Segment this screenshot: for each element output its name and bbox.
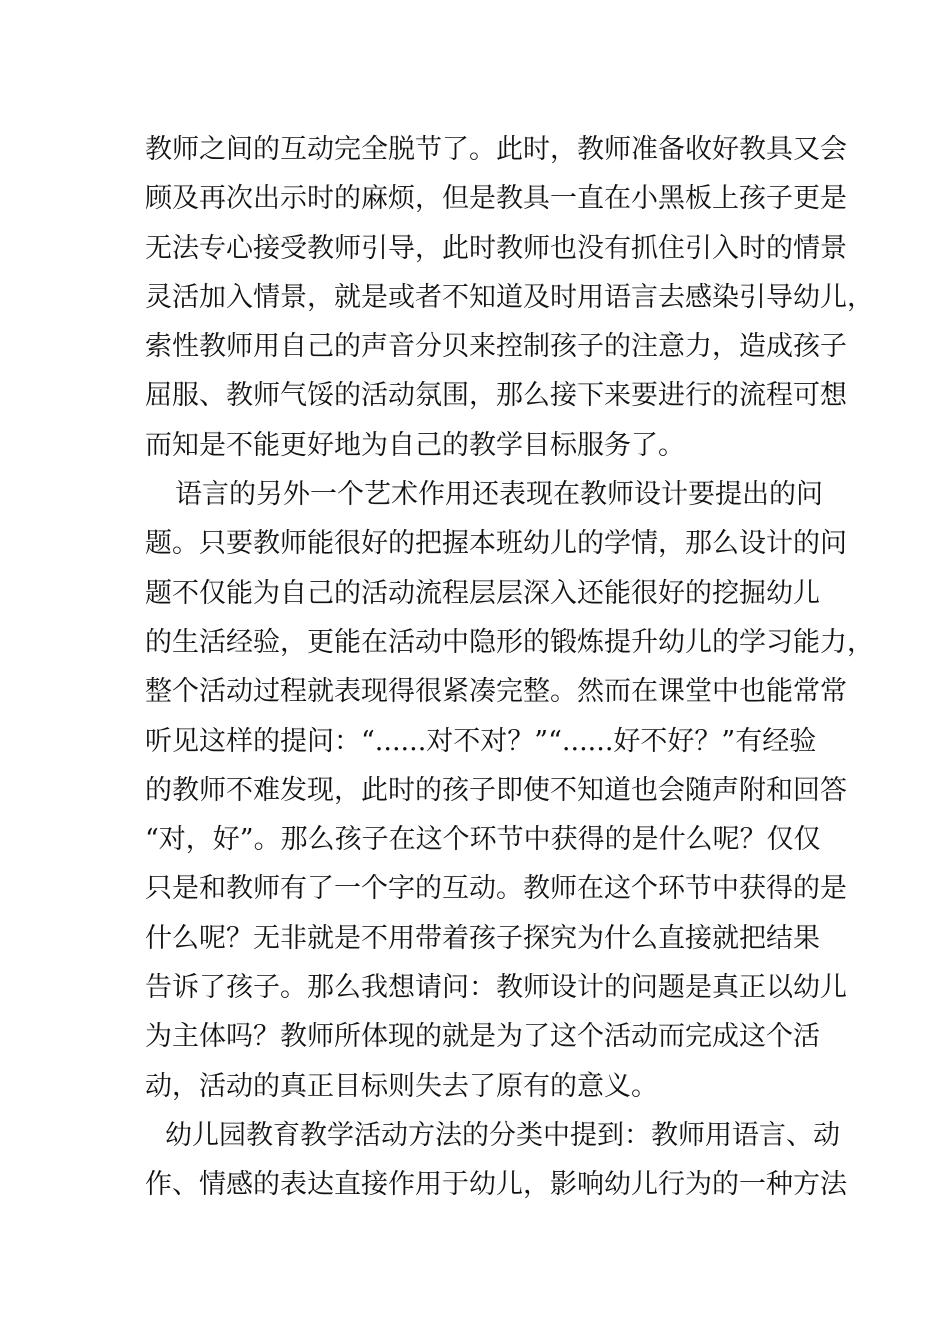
- text-line: 题不仅能为自己的活动流程层层深入还能很好的挖掘幼儿: [145, 577, 820, 609]
- text-line: 题。只要教师能很好的把握本班幼儿的学情，那么设计的问: [145, 528, 847, 560]
- body-text: [145, 125, 874, 1210]
- text-line: 屈服、教师气馁的活动氛围，那么接下来要进行的流程可想: [145, 380, 847, 412]
- text-line: 灵活加入情景，就是或者不知道及时用语言去感染引导幼儿，: [145, 281, 874, 313]
- text-line: 作、情感的表达直接作用于幼儿，影响幼儿行为的一种方法: [145, 1169, 847, 1201]
- text-line: 顾及再次出示时的麻烦，但是教具一直在小黑板上孩子更是: [145, 183, 847, 215]
- text-line: 而知是不能更好地为自己的教学目标服务了。: [145, 429, 685, 461]
- text-line: 语言的另外一个艺术作用还表现在教师设计要提出的问: [175, 479, 823, 511]
- text-line: 告诉了孩子。那么我想请问：教师设计的问题是真正以幼儿: [145, 972, 847, 1004]
- text-line: 为主体吗？教师所体现的就是为了这个活动而完成这个活: [145, 1021, 820, 1053]
- text-line: 的教师不难发现，此时的孩子即使不知道也会随声附和回答: [145, 774, 847, 806]
- text-line: 只是和教师有了一个字的互动。教师在这个环节中获得的是: [145, 873, 847, 905]
- text-line: 幼儿园教育教学活动方法的分类中提到：教师用语言、动: [165, 1119, 840, 1151]
- text-line: 无法专心接受教师引导，此时教师也没有抓住引入时的情景: [145, 232, 847, 264]
- text-line: 的生活经验，更能在活动中隐形的锻炼提升幼儿的学习能力，: [145, 626, 874, 658]
- text-line: 整个活动过程就表现得很紧凑完整。然而在课堂中也能常常: [145, 676, 847, 708]
- text-line: 教师之间的互动完全脱节了。此时，教师准备收好教具又会: [145, 134, 847, 165]
- text-line: 听见这样的提问：“......对不对？”“......好不好？”有经验: [145, 725, 817, 757]
- text-line: 什么呢？无非就是不用带着孩子探究为什么直接就把结果: [145, 922, 820, 954]
- text-line: “对，好”。那么孩子在这个环节中获得的是什么呢？仅仅: [145, 824, 821, 856]
- text-line: 索性教师用自己的声音分贝来控制孩子的注意力，造成孩子: [145, 331, 847, 363]
- text-line: 动，活动的真正目标则失去了原有的意义。: [145, 1070, 658, 1102]
